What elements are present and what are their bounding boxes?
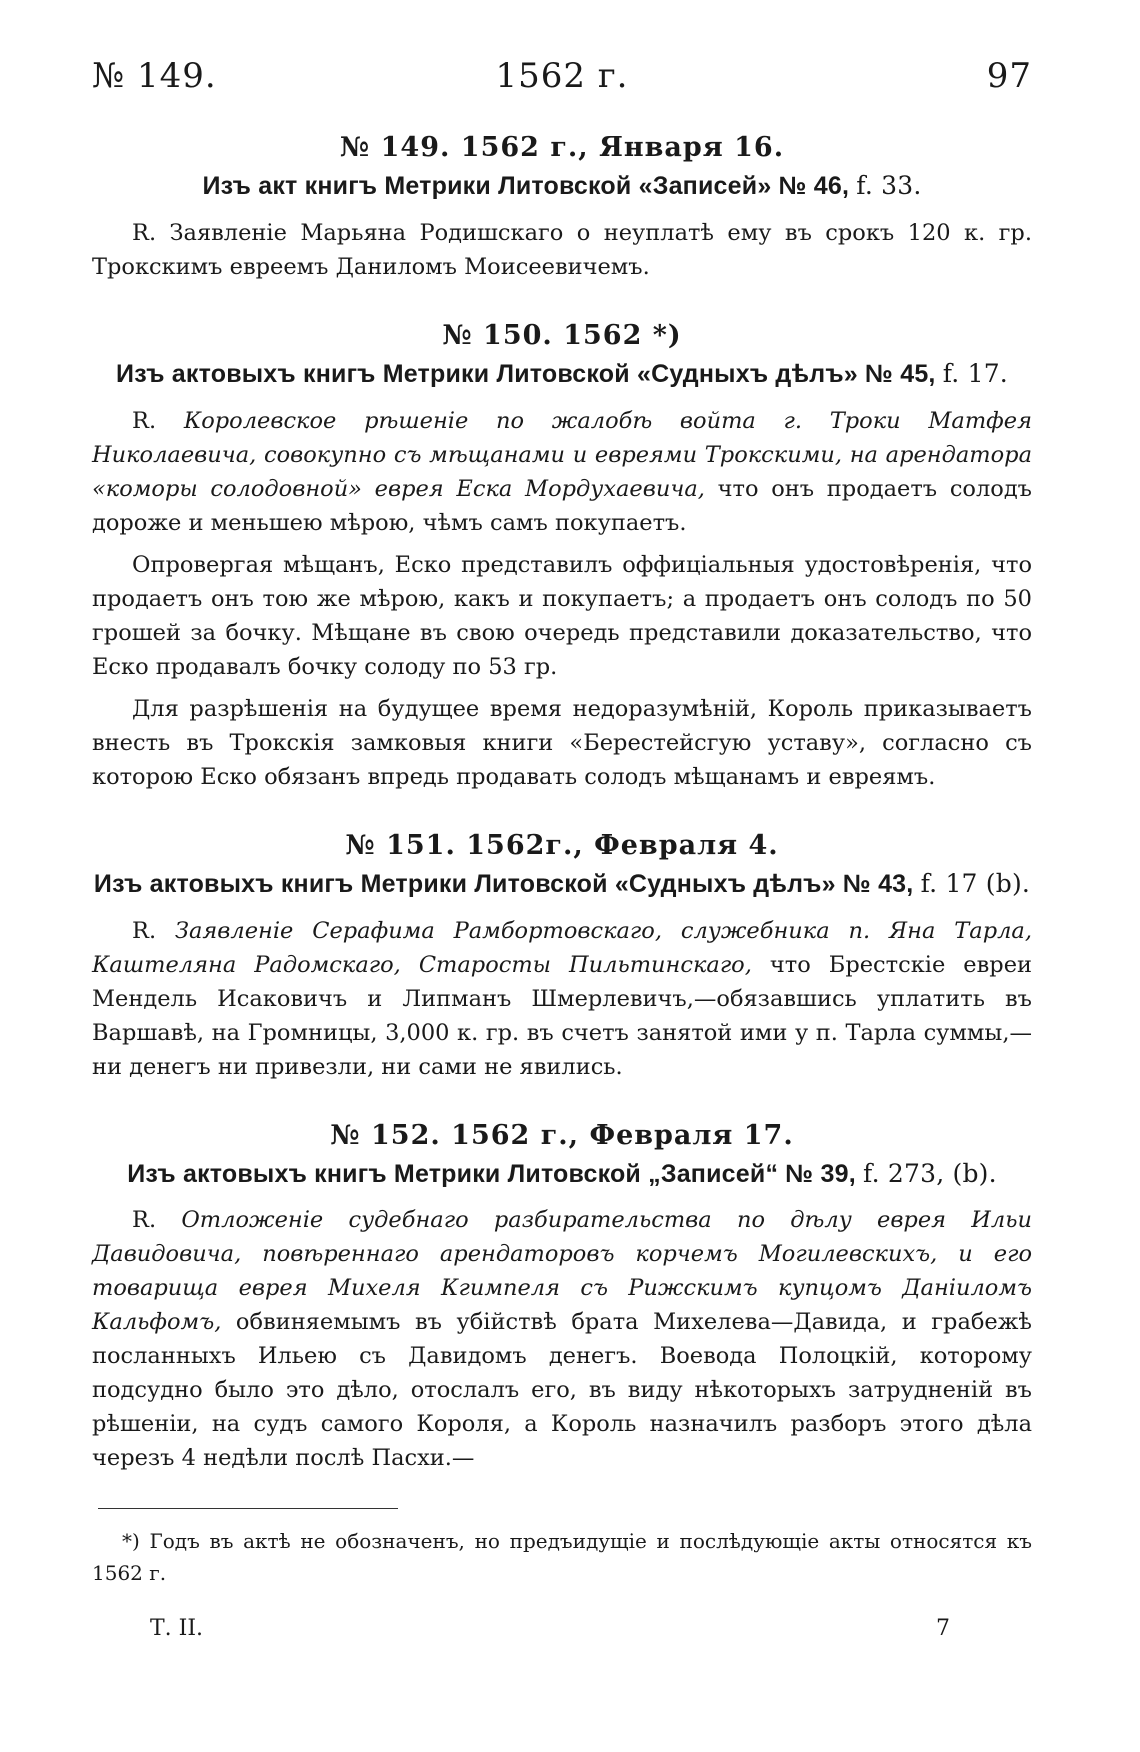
source-folio: f. 17.	[942, 358, 1008, 388]
document-source	[92, 357, 1032, 392]
documents-body	[92, 130, 1032, 1475]
source-title: Изъ акт книгъ Метрики Литовской «Записей» № 46,	[202, 172, 850, 201]
signature-mark: 7	[936, 1616, 950, 1641]
document-source	[92, 1157, 1032, 1192]
document-150	[92, 318, 1032, 794]
source-folio: f. 33.	[856, 171, 922, 201]
document-paragraph: Для разрѣшенія на будущее время недоразумѣній, Король приказываетъ внесть въ Трокскія замковыя книги «Берестейсгую уставу», согласно съ которою Еско обязанъ впредь продавать солодъ мѣщанамъ и евреямъ.	[92, 695, 1032, 790]
document-paragraph: R. Королевское рѣшеніе по жалобѣ войта г. Троки Матфея Николаевича, совокупно съ мѣщанами и евреями Трокскими, на арендатора «коморы солодовной» еврея Еска Мордухаевича, что онъ продаетъ солодъ дороже и меньшею мѣрою, чѣмъ самъ покупаетъ.	[92, 407, 1032, 536]
document-151	[92, 828, 1032, 1084]
volume-label: Т. II.	[150, 1616, 204, 1641]
document-paragraph: R. Заявленіе Марьяна Родишскаго о неуплатѣ ему въ срокъ 120 к. гр. Трокскимъ евреемъ Даниломъ Моисеевичемъ.	[92, 219, 1032, 280]
source-title: Изъ актовыхъ книгъ Метрики Литовской «Судныхъ дѣлъ» № 43,	[93, 869, 914, 898]
source-title: Изъ актовыхъ книгъ Метрики Литовской „Записей“ № 39,	[127, 1159, 856, 1188]
footnote: *) Годъ въ актѣ не обозначенъ, но предъидущіе и послѣдующіе акты относятся къ 1562 г.	[92, 1529, 1032, 1585]
document-heading: № 149. 1562 г., Января 16.	[339, 132, 785, 163]
source-title: Изъ актовыхъ книгъ Метрики Литовской «Судныхъ дѣлъ» № 45,	[116, 359, 936, 388]
document-source	[92, 169, 1032, 204]
page-number: 97	[986, 56, 1032, 96]
document-heading: № 150. 1562 *)	[442, 319, 682, 351]
footnote-divider	[98, 1508, 398, 1509]
document-149	[92, 130, 1032, 284]
source-folio: f. 273, (b).	[863, 1158, 997, 1188]
source-folio: f. 17 (b).	[920, 868, 1031, 898]
document-heading: № 152. 1562 г., Февраля 17.	[330, 1119, 794, 1151]
document-paragraph: Опровергая мѣщанъ, Еско представилъ оффиціальныя удостовѣренія, что продаетъ онъ тою же мѣрою, какъ и покупаетъ; а продаетъ онъ солодъ по 50 грошей за бочку. Мѣщане въ свою очередь представили доказательство, что Еско продавалъ бочку солоду по 53 гр.	[92, 551, 1032, 680]
header-doc-number: № 149.	[92, 56, 217, 96]
document-source	[92, 867, 1032, 902]
header-year: 1562 г.	[495, 56, 629, 96]
document-heading: № 151. 1562г., Февраля 4.	[345, 829, 779, 861]
document-paragraph: R. Заявленіе Серафима Рамбортовскаго, служебника п. Яна Тарла, Каштеляна Радомскаго, Старосты Пильтинскаго, что Брестскіе евреи Мендель Исаковичъ и Липманъ Шмерлевичъ,—обязавшись уплатить въ Варшавѣ, на Громницы, 3,000 к. гр. въ счетъ занятой ими у п. Тарла суммы,—ни денегъ ни привезли, ни сами не явились.	[92, 917, 1033, 1080]
document-paragraph: R. Отложеніе судебнаго разбирательства по дѣлу еврея Ильи Давидовича, повѣреннаго арендаторовъ корчемъ Могилевскихъ, и его товарища еврея Михеля Кгимпеля съ Рижскимъ купцомъ Даніиломъ Кальфомъ, обвиняемымъ въ убійствѣ брата Михелева—Давида, и грабежѣ посланныхъ Ильею съ Давидомъ денегъ. Воевода Полоцкій, которому подсудно было это дѣло, отослалъ его, въ виду нѣкоторыхъ затрудненій въ рѣшеніи, на судъ самого Короля, а Король назначилъ разборъ этого дѣла черезъ 4 недѣли послѣ Пасхи.—	[92, 1207, 1032, 1472]
document-152	[92, 1118, 1032, 1476]
